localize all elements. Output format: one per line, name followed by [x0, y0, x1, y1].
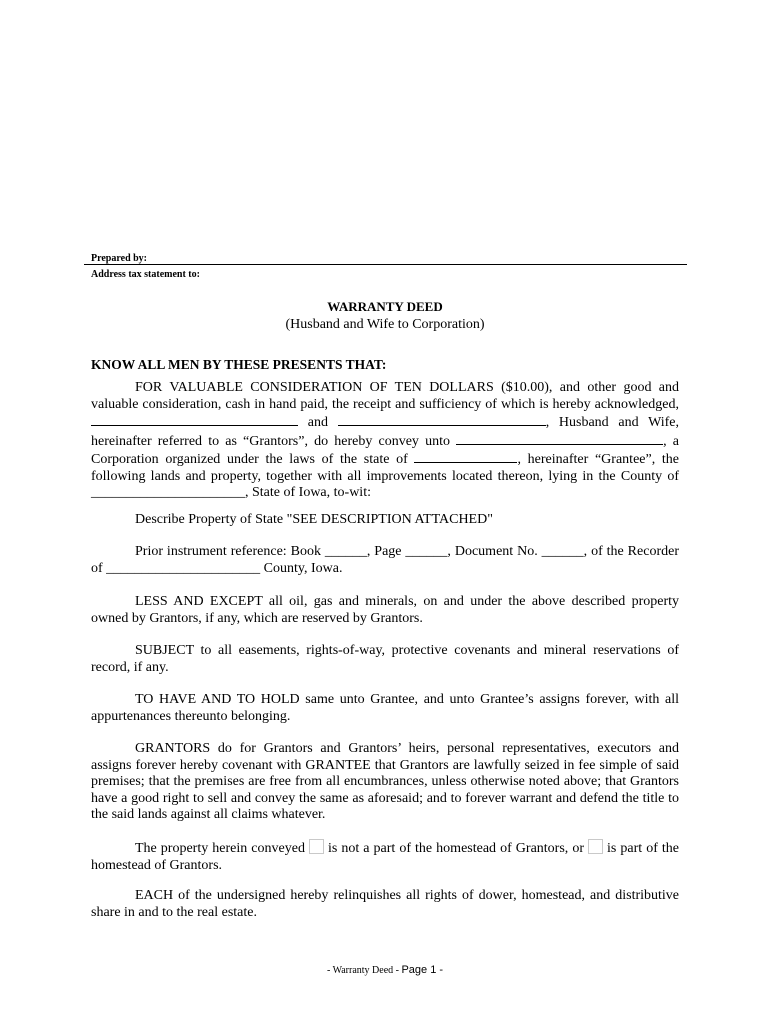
homestead-paragraph — [91, 839, 679, 874]
less-except-paragraph — [91, 594, 679, 627]
and-text: and — [307, 415, 328, 430]
document-subtitle: (Husband and Wife to Corporation) — [285, 317, 485, 332]
prior-instrument-text: Prior instrument reference: Book ______, Page ______, Document No. ______, of the Recorder of — [91, 544, 679, 576]
address-tax-label: Address tax statement to: — [91, 269, 200, 280]
prior-instrument-paragraph — [91, 544, 679, 577]
grantor-2-blank[interactable] — [338, 413, 546, 426]
homestead-text-2: is not a part of the homestead of Grantors, or — [327, 841, 584, 856]
is-homestead-checkbox[interactable] — [588, 839, 603, 854]
to-have-paragraph — [91, 692, 679, 725]
grantor-1-blank[interactable] — [91, 413, 298, 426]
grantors-covenant-paragraph — [91, 741, 679, 824]
grantee-blank[interactable] — [456, 432, 663, 445]
subject-text: SUBJECT to all easements, rights-of-way, protective covenants and mineral reservations of record, if any. — [91, 643, 679, 675]
grantee-text: , hereinafter “Grantee”, the following lands and property, together with all improvements located thereon, lying in the County of — [91, 452, 679, 484]
header-rule — [84, 264, 687, 265]
county-blank[interactable]: ______________________ — [91, 485, 245, 500]
prior-county-blank[interactable]: ______________________ — [106, 560, 261, 576]
state-blank[interactable] — [414, 450, 517, 463]
prepared-by-label: Prepared by: — [91, 253, 148, 264]
husband-wife-text: , Husband and Wife, hereinafter referred to as “Grantors”, do hereby convey unto — [91, 415, 680, 449]
describe-property-text: Describe Property of State "SEE DESCRIPTION ATTACHED" — [135, 512, 493, 527]
state-of-iowa-text: , State of Iowa, to-wit: — [245, 485, 371, 500]
footer-doc-name: - Warranty Deed - — [326, 965, 402, 976]
not-homestead-checkbox[interactable] — [309, 839, 324, 854]
consideration-text: FOR VALUABLE CONSIDERATION OF TEN DOLLARS ($10.00), and other good and valuable consideration, cash in hand paid, the receipt and sufficiency of which is hereby acknowledged, — [91, 380, 679, 412]
relinquish-text: EACH of the undersigned hereby relinquishes all rights of dower, homestead, and distributive share in and to the real estate. — [91, 888, 679, 920]
corporation-text: , a Corporation organized under the laws of the state of — [91, 433, 680, 467]
subject-paragraph — [91, 643, 679, 676]
grantors-covenant-text: GRANTORS do for Grantors and Grantors’ heirs, personal representatives, executors and assigns forever hereby covenant with GRANTEE that Grantors are lawfully seized in fee simple of said premises; that the premises are free from all encumbrances, unless otherwise noted above; that Grantors have a good right to sell and convey the same as aforesaid; and to forever warrant and defend the title to the said lands against all claims whatever. — [91, 741, 679, 822]
less-except-text: LESS AND EXCEPT all oil, gas and minerals, on and under the above described property owned by Grantors, if any, which are reserved by Grantors. — [91, 594, 679, 626]
footer-page-number: Page 1 - — [401, 964, 444, 976]
relinquish-paragraph — [91, 888, 679, 921]
homestead-text-1: The property herein conveyed — [135, 841, 305, 856]
county-iowa-text: County, Iowa. — [260, 560, 343, 576]
homestead-text-3: is part of the homestead of Grantors. — [91, 841, 679, 873]
to-have-text: TO HAVE AND TO HOLD same unto Grantee, and unto Grantee’s assigns forever, with all appurtenances thereunto belonging. — [91, 692, 679, 724]
know-all-heading: KNOW ALL MEN BY THESE PRESENTS THAT: — [91, 357, 387, 372]
page-footer — [0, 963, 770, 978]
document-title: WARRANTY DEED — [327, 299, 443, 314]
consideration-paragraph — [91, 380, 679, 502]
